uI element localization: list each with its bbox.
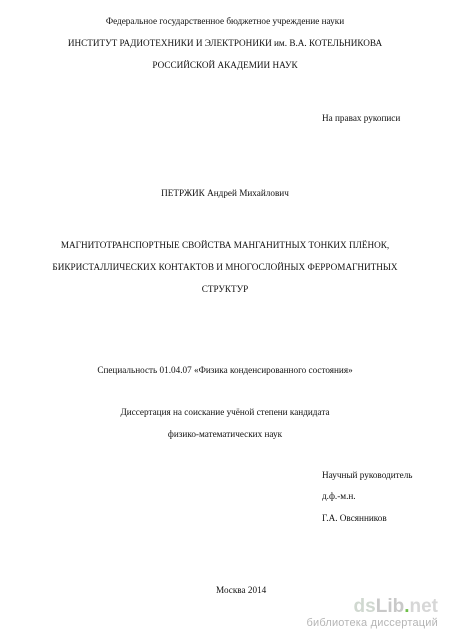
dissertation-title-line-3: СТРУКТУР	[201, 284, 249, 294]
institution-line-2: ИНСТИТУТ РАДИОТЕХНИКИ И ЭЛЕКТРОНИКИ им. В.А. КОТЕЛЬНИКОВА	[67, 38, 383, 48]
supervisor-name: Г.А. Овсянников	[322, 513, 387, 523]
dslib-logo	[354, 597, 438, 617]
specialty: Специальность 01.04.07 «Физика конденсированного состояния»	[97, 365, 353, 375]
degree-line-2: физико-математических наук	[167, 429, 283, 439]
logo-ds: ds	[353, 596, 376, 617]
author-name: ПЕТРЖИК Андрей Михайлович	[161, 188, 289, 198]
dissertation-title-line-1: МАГНИТОТРАНСПОРТНЫЕ СВОЙСТВА МАНГАНИТНЫХ ТОНКИХ ПЛЁНОК,	[60, 240, 390, 250]
supervisor-role: Научный руководитель	[322, 470, 413, 480]
dissertation-title-line-2: БИКРИСТАЛЛИЧЕСКИХ КОНТАКТОВ И МНОГОСЛОЙНЫХ ФЕРРОМАГНИТНЫХ	[52, 262, 398, 272]
watermark-subtitle: библиотека диссертаций	[306, 617, 438, 629]
city-year: Москва 2014	[216, 585, 267, 595]
dslib-watermark	[288, 597, 438, 631]
logo-dot: .	[404, 596, 410, 617]
institution-line-3: РОССИЙСКОЙ АКАДЕМИИ НАУК	[152, 60, 298, 70]
logo-lib: Lib	[375, 596, 405, 617]
manuscript-note: На правах рукописи	[322, 113, 401, 123]
institution-line-1: Федеральное государственное бюджетное учреждение науки	[105, 16, 345, 26]
logo-net: net	[409, 596, 438, 617]
degree-line-1: Диссертация на соискание учёной степени кандидата	[120, 407, 330, 417]
supervisor-degree: д.ф.-м.н.	[322, 491, 356, 501]
